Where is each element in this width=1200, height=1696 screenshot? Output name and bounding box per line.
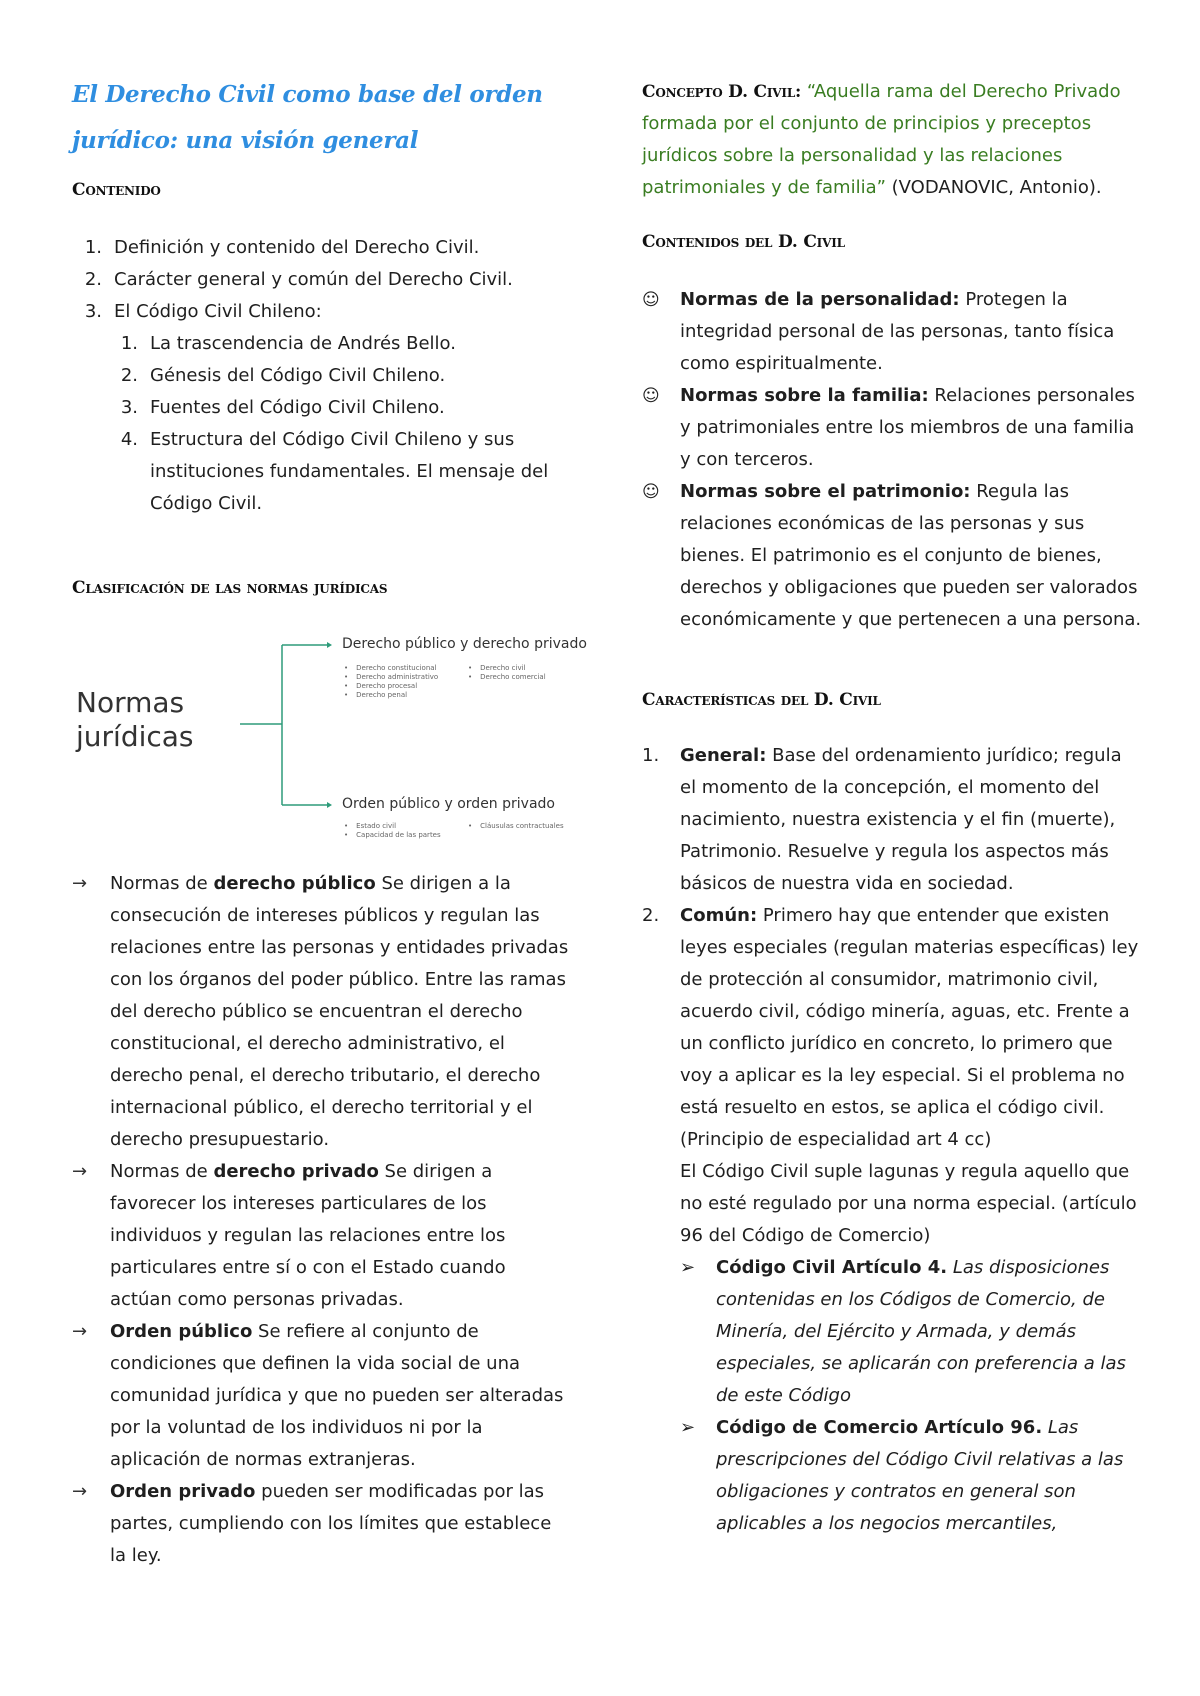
- item-term: Orden privado: [110, 1481, 256, 1502]
- smiley-icon: ☺: [642, 290, 660, 310]
- item-extra: El Código Civil suple lagunas y regula aquello que no esté regulado por una norma especial. (artículo 96 del Código de Comercio): [680, 1161, 1137, 1246]
- item-term: Código de Comercio Artículo 96.: [716, 1417, 1043, 1438]
- toc-subitem: [108, 328, 552, 360]
- toc-item: [72, 232, 552, 264]
- diagram-list-item: • Derecho constitucional: [344, 664, 444, 673]
- toc-sublist: [108, 328, 552, 520]
- smiley-icon: ☺: [642, 482, 660, 502]
- contenidos-list: [642, 284, 1142, 636]
- item-term: General:: [680, 745, 767, 766]
- heading-caracteristicas: Características del D. Civil: [642, 690, 881, 710]
- toc-text: El Código Civil Chileno:: [114, 301, 322, 322]
- arrow-right-icon: →: [72, 1321, 88, 1342]
- normas-list: [72, 868, 572, 1572]
- toc-text: Carácter general y común del Derecho Civil.: [114, 269, 513, 290]
- concepto-block: [642, 76, 1142, 204]
- item-lead: Normas de: [110, 873, 214, 894]
- item-term: derecho privado: [213, 1161, 379, 1182]
- item-text: Primero hay que entender que existen leyes especiales (regulan materias específicas) ley de protección al consumidor, matrimonio civil, acuerdo civil, código minería, aguas, etc. Frente a un conflicto jurídico en concreto, lo primero que voy a aplicar es la ley especial. Si el problema no está resuelto en estos, se aplica el código civil. (Principio de especialidad art 4 cc): [680, 905, 1139, 1150]
- list-item: [72, 1316, 572, 1476]
- arrow-right-icon: →: [72, 1161, 88, 1182]
- concepto-author: (VODANOVIC, Antonio).: [885, 177, 1102, 198]
- toc-item: [72, 296, 552, 520]
- toc-num: 1.: [120, 333, 138, 354]
- diagram-branch-2: Orden público y orden privado: [342, 796, 555, 812]
- list-item: [72, 1156, 572, 1316]
- smiley-icon: ☺: [642, 386, 660, 406]
- diagram-branch-1: Derecho público y derecho privado: [342, 636, 587, 652]
- toc-num: 3.: [84, 301, 102, 322]
- item-text: Se dirigen a favorecer los intereses particulares de los individuos y regulan las relaciones entre los particulares entre sí o con el Estado cuando actúan como personas privadas.: [110, 1161, 506, 1310]
- item-text: Relaciones personales y patrimoniales entre los miembros de una familia y con terceros.: [680, 385, 1135, 470]
- toc-num: 2.: [84, 269, 102, 290]
- toc-subitem: [108, 424, 552, 520]
- toc-text: Definición y contenido del Derecho Civil.: [114, 237, 480, 258]
- concepto-quote: “Aquella rama del Derecho Privado formada por el conjunto de principios y preceptos jurídicos sobre la personalidad y las relaciones patrimoniales y de familia”: [642, 81, 1121, 198]
- arrowhead-icon: [327, 802, 332, 808]
- diagram-list-item: • Derecho administrativo: [344, 673, 444, 682]
- list-item: [642, 380, 1142, 476]
- arrowhead-icon: [327, 642, 332, 648]
- list-item: [642, 740, 1142, 900]
- list-item: [72, 1476, 572, 1572]
- item-term: Normas sobre la familia:: [680, 385, 929, 406]
- item-text: Base del ordenamiento jurídico; regula el momento de la concepción, el momento del nacimiento, nuestra existencia y el fin (muerte), Patrimonio. Resuelve y regula los aspectos más básicos de nuestra vida en sociedad.: [680, 745, 1122, 894]
- toc-subitem: [108, 360, 552, 392]
- diagram-branch-2-list-a: [344, 822, 454, 840]
- toc-num: 3.: [120, 397, 138, 418]
- item-text: Protegen la integridad personal de las personas, tanto física como espiritualmente.: [680, 289, 1115, 374]
- item-term: derecho público: [213, 873, 376, 894]
- toc-num: 4.: [120, 429, 138, 450]
- diagram-branch-2-list-b: [468, 822, 578, 831]
- toc-text: Génesis del Código Civil Chileno.: [150, 365, 446, 386]
- item-text: pueden ser modificadas por las partes, cumpliendo con los límites que establece la ley.: [110, 1481, 552, 1566]
- caracteristicas-list: [642, 740, 1142, 1540]
- item-text: Se dirigen a la consecución de intereses públicos y regulan las relaciones entre las personas y entidades privadas con los órganos del poder público. Entre las ramas del derecho público se encuentran el derecho constitucional, el derecho administrativo, el derecho penal, el derecho tributario, el derecho internacional público, el derecho territorial y el derecho presupuestario.: [110, 873, 569, 1150]
- heading-concepto: Concepto D. Civil:: [642, 82, 802, 102]
- item-term: Normas de la personalidad:: [680, 289, 960, 310]
- normas-diagram: [72, 636, 592, 860]
- toc-num: 1.: [84, 237, 102, 258]
- item-text: Las prescripciones del Código Civil relativas a las obligaciones y contratos en general son aplicables a los negocios mercantiles,: [716, 1417, 1124, 1534]
- toc-num: 2.: [120, 365, 138, 386]
- toc-text: Estructura del Código Civil Chileno y sus instituciones fundamentales. El mensaje del Código Civil.: [150, 429, 549, 514]
- toc-text: Fuentes del Código Civil Chileno.: [150, 397, 445, 418]
- diagram-list-item: • Derecho civil: [468, 664, 578, 673]
- diagram-branch-1-list-b: [468, 664, 578, 682]
- heading-contenidos: Contenidos del D. Civil: [642, 232, 845, 252]
- list-item: [72, 868, 572, 1156]
- item-text: Las disposiciones contenidas en los Códigos de Comercio, de Minería, del Ejército y Armada, y demás especiales, se aplicarán con preferencia a las de este Código: [716, 1257, 1126, 1406]
- diagram-list-item: • Capacidad de las partes: [344, 831, 454, 840]
- item-num: 2.: [642, 905, 660, 926]
- arrowhead-bullet-icon: ➢: [680, 1257, 696, 1278]
- toc-text: La trascendencia de Andrés Bello.: [150, 333, 456, 354]
- toc-subitem: [108, 392, 552, 424]
- arrowhead-bullet-icon: ➢: [680, 1417, 696, 1438]
- item-term: Código Civil Artículo 4.: [716, 1257, 948, 1278]
- item-term: Común:: [680, 905, 758, 926]
- page-title: El Derecho Civil como base del orden jurídico: una visión general: [72, 81, 543, 154]
- item-text: Se refiere al conjunto de condiciones que definen la vida social de una comunidad jurídica y que no pueden ser alteradas por la voluntad de los individuos ni por la aplicación de normas extranjeras.: [110, 1321, 564, 1470]
- diagram-list-item: • Cláusulas contractuales: [468, 822, 578, 831]
- item-text: Regula las relaciones económicas de las personas y sus bienes. El patrimonio es el conjunto de bienes, derechos y obligaciones que pueden ser valorados económicamente y que pertenecen a una persona.: [680, 481, 1142, 630]
- list-item: [642, 284, 1142, 380]
- diagram-list-item: • Estado civil: [344, 822, 454, 831]
- diagram-root: Normas jurídicas: [76, 686, 194, 753]
- diagram-list-item: • Derecho procesal: [344, 682, 444, 691]
- arrow-right-icon: →: [72, 873, 88, 894]
- list-item: [642, 900, 1142, 1540]
- diagram-branch-1-list-a: [344, 664, 444, 700]
- toc-list: [72, 232, 552, 520]
- item-term: Orden público: [110, 1321, 253, 1342]
- list-item: [642, 476, 1142, 636]
- diagram-list-item: • Derecho penal: [344, 691, 444, 700]
- heading-clasificacion: Clasificación de las normas jurídicas: [72, 578, 388, 598]
- diagram-list-item: • Derecho comercial: [468, 673, 578, 682]
- arrow-right-icon: →: [72, 1481, 88, 1502]
- toc-item: [72, 264, 552, 296]
- item-num: 1.: [642, 745, 660, 766]
- list-item: [680, 1252, 1142, 1412]
- item-lead: Normas de: [110, 1161, 214, 1182]
- heading-contenido: Contenido: [72, 180, 161, 200]
- articulos-list: [680, 1252, 1142, 1540]
- list-item: [680, 1412, 1142, 1540]
- item-term: Normas sobre el patrimonio:: [680, 481, 971, 502]
